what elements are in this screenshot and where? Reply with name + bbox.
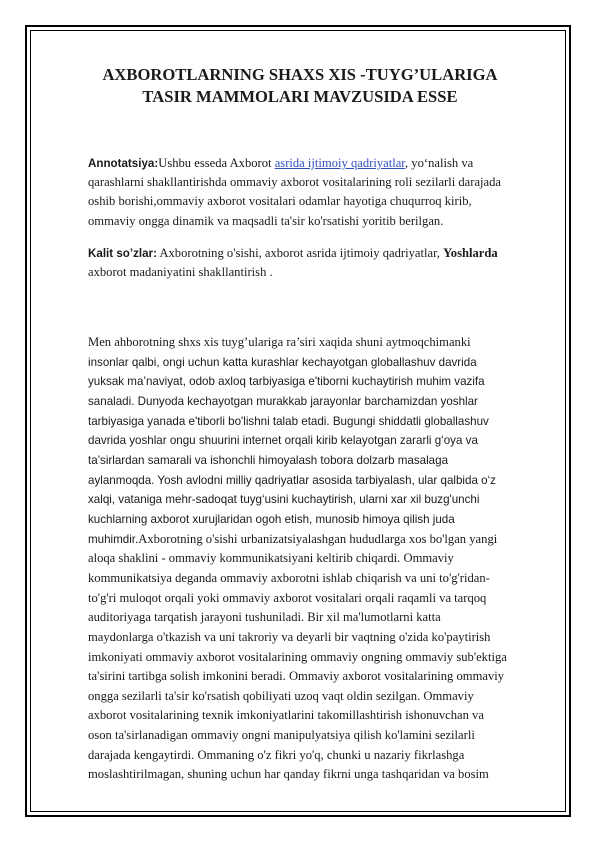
abstract-label: Annotatsiya:: [88, 157, 159, 170]
body-line: ta'sirini tartibga solish imkonini beradi. Ommaviy axborot vositalarining ommaviy: [88, 669, 505, 684]
abstract-section: [88, 154, 550, 231]
body-line: kuchlarning axborot xurujlaridan ogoh etish, munosib himoya qilish juda: [88, 512, 455, 526]
abstract-line-3: oshib borishi,ommaviy axborot vositalari odamlar hayotiga chuqurroq kirib,: [88, 194, 472, 209]
essay-title: [60, 64, 540, 108]
body-line-segment: Axborotning o'sishi urbanizatsiyalashgan hududlarga xos bo'lgan yangi: [138, 531, 498, 546]
title-line-1: AXBOROTLARNING SHAXS XIS -TUYG’ULARIGA: [102, 65, 498, 84]
keywords-section: [88, 244, 550, 282]
body-line-segment: muhimdir.: [88, 532, 139, 546]
keywords-line-1: [88, 244, 550, 263]
keywords-text: Axborotning o'sishi, axborot asrida ijtimoiy qadriyatlar,: [156, 246, 444, 260]
body-line: insonlar qalbi, ongi uchun katta kurashlar kechayotgan globallashuv davrida: [88, 355, 477, 369]
body-line: ta’sirlardan samarali va ishonchli himoyalash tobora dolzarb masalaga: [88, 453, 449, 467]
body-line: moslashtirilmagan, shuning uchun har qanday fikrni unga tashqaridan va bosim: [88, 767, 489, 782]
body-line: [88, 530, 550, 550]
essay-body: [88, 333, 550, 785]
abstract-text-after-link: , yo‘nalish va: [405, 156, 474, 170]
body-line: aylanmoqda. Yosh avlodni milliy qadriyatlar asosida tarbiyalash, ular qalbida o‘z: [88, 473, 496, 487]
body-line: darajada kengaytirdi. Ommaning o'z fikri yo'q, chunki u nazariy fikrlashga: [88, 747, 465, 762]
body-line: oson ta'sirlanadigan ommaviy ongni manipulyatsiya qilish ko'lamini sezilarli: [88, 728, 475, 743]
keywords-bold-term: Yoshlarda: [443, 246, 498, 260]
abstract-line-1: [88, 154, 550, 173]
abstract-link[interactable]: asrida ijtimoiy qadriyatlar: [274, 156, 405, 170]
title-line-2: TASIR MAMMOLARI MAVZUSIDA ESSE: [142, 87, 458, 106]
body-line: Men ahborotning shxs xis tuyg’ulariga ra’siri xaqida shuni aytmoqchimanki: [88, 335, 471, 349]
body-line: aloqa shaklini - ommaviy kommunikatsiyani keltirib chiqardi. Ommaviy: [88, 551, 454, 566]
body-line: axborot vositalarining texnik imkoniyatlarini takomillashtirish ishonuvchan va: [88, 708, 484, 723]
abstract-line-4: ommaviy ongga dinamik va maqsadli ta'sir ko'rsatishi yoritib berilgan.: [88, 213, 444, 228]
keywords-line-2: axborot madaniyatini shakllantirish .: [88, 265, 273, 280]
body-line: sanaladi. Dunyoda kechayotgan murakkab jarayonlar barchamizdan yoshlar: [88, 394, 478, 408]
body-line: auditoriyaga tarqatish jarayoni tushuniladi. Bir xil ma'lumotlarni katta: [88, 610, 441, 625]
body-line: to'g'ri muloqot orqali yoki ommaviy axborot vositalari orqali raqamli va tarqoq: [88, 590, 487, 605]
keywords-label: Kalit so’zlar:: [88, 247, 157, 260]
abstract-line-2: qarashlarni shakllantirishda ommaviy axborot vositalarining roli sezilarli darajada: [88, 175, 502, 190]
abstract-text-start: Ushbu esseda Axborot: [158, 156, 275, 170]
body-line: maydonlarga o'tkazish va uni takroriy va deyarli bir vaqtning o'zida ko'paytirish: [88, 629, 491, 644]
body-line: kommunikatsiya deganda ommaviy axborotni ishlab chiqarish va uni to'g'ridan-: [88, 570, 490, 585]
body-line: davrida yoshlar ongu shuurini internet orqali kirib kelayotgan zararli g‘oya va: [88, 434, 478, 448]
body-line: tarbiyasiga yanada e'tiborli bo'lishni talab etadi. Bugungi shiddatli globallashuv: [88, 414, 489, 428]
body-line: yuksak ma’naviyat, odob axloq tarbiyasiga e'tiborni kuchaytirish muhim vazifa: [88, 375, 485, 389]
body-line: ongga sezilarli ta'sir ko'rsatish qobiliyati uzoq vaqt oldin sezilgan. Ommaviy: [88, 688, 474, 703]
body-line: xalqi, vataniga mehr-sadoqat tuyg‘usini kuchaytirish, ularni xar xil buzg'unchi: [88, 493, 480, 507]
body-line: imkoniyati ommaviy axborot vositalarining ommaviy ongning ommaviy sub'ektiga: [88, 649, 507, 664]
